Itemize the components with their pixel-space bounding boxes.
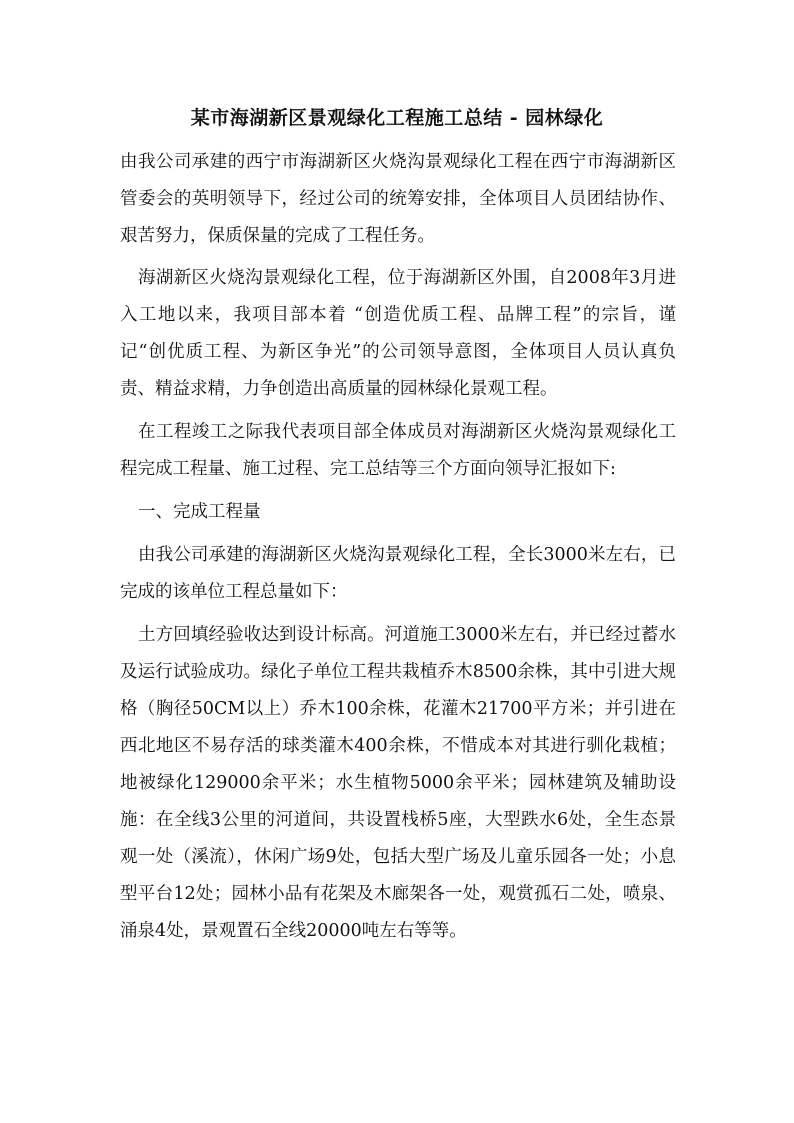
document-title: 某市海湖新区景观绿化工程施工总结 - 园林绿化 xyxy=(190,107,604,129)
paragraph-quantities-detail: 土方回填经验收达到设计标高。河道施工3000米左右，并已经过蓄水及运行试验成功。绿化子单位工程共栽植乔木8500余株，其中引进大规格（胸径50CM以上）乔木100余株，花灌木21700平方米；并引进在西北地区不易存活的球类灌木400余株，不惜成本对其进行驯化栽植；地被绿化129000余平米；水生植物5000余平米；园林建筑及辅助设施：在全线3公里的河道间，共设置栈桥5座，大型跌水6处，全生态景观一处（溪流），休闲广场9处，包括大型广场及儿童乐园各一处；小息型平台12处；园林小品有花架及木廊架各一处，观赏孤石二处，喷泉、涌泉4处，景观置石全线20000吨左右等等。 xyxy=(120,625,676,941)
paragraph-report-scope: 在工程竣工之际我代表项目部全体成员对海湖新区火烧沟景观绿化工程完成工程量、施工过程、完工总结等三个方面向领导汇报如下: xyxy=(120,422,676,479)
paragraph-project-overview: 海湖新区火烧沟景观绿化工程，位于海湖新区外围，自2008年3月进入工地以来，我项目部本着 “创造优质工程、品牌工程”的宗旨，谨记“创优质工程、为新区争光”的公司领导意图，全体项目人员认真负责、精益求精，力争创造出高质量的园林绿化景观工程。 xyxy=(120,268,676,399)
document-body xyxy=(120,144,676,956)
paragraph-quantities-intro: 由我公司承建的海湖新区火烧沟景观绿化工程，全长3000米左右，已完成的该单位工程总量如下： xyxy=(120,545,676,602)
section-heading-quantities: 一、完成工程量 xyxy=(138,502,261,522)
paragraph-intro: 由我公司承建的西宁市海湖新区火烧沟景观绿化工程在西宁市海湖新区管委会的英明领导下，经过公司的统筹安排，全体项目人员团结协作、艰苦努力，保质保量的完成了工程任务。 xyxy=(120,152,676,246)
